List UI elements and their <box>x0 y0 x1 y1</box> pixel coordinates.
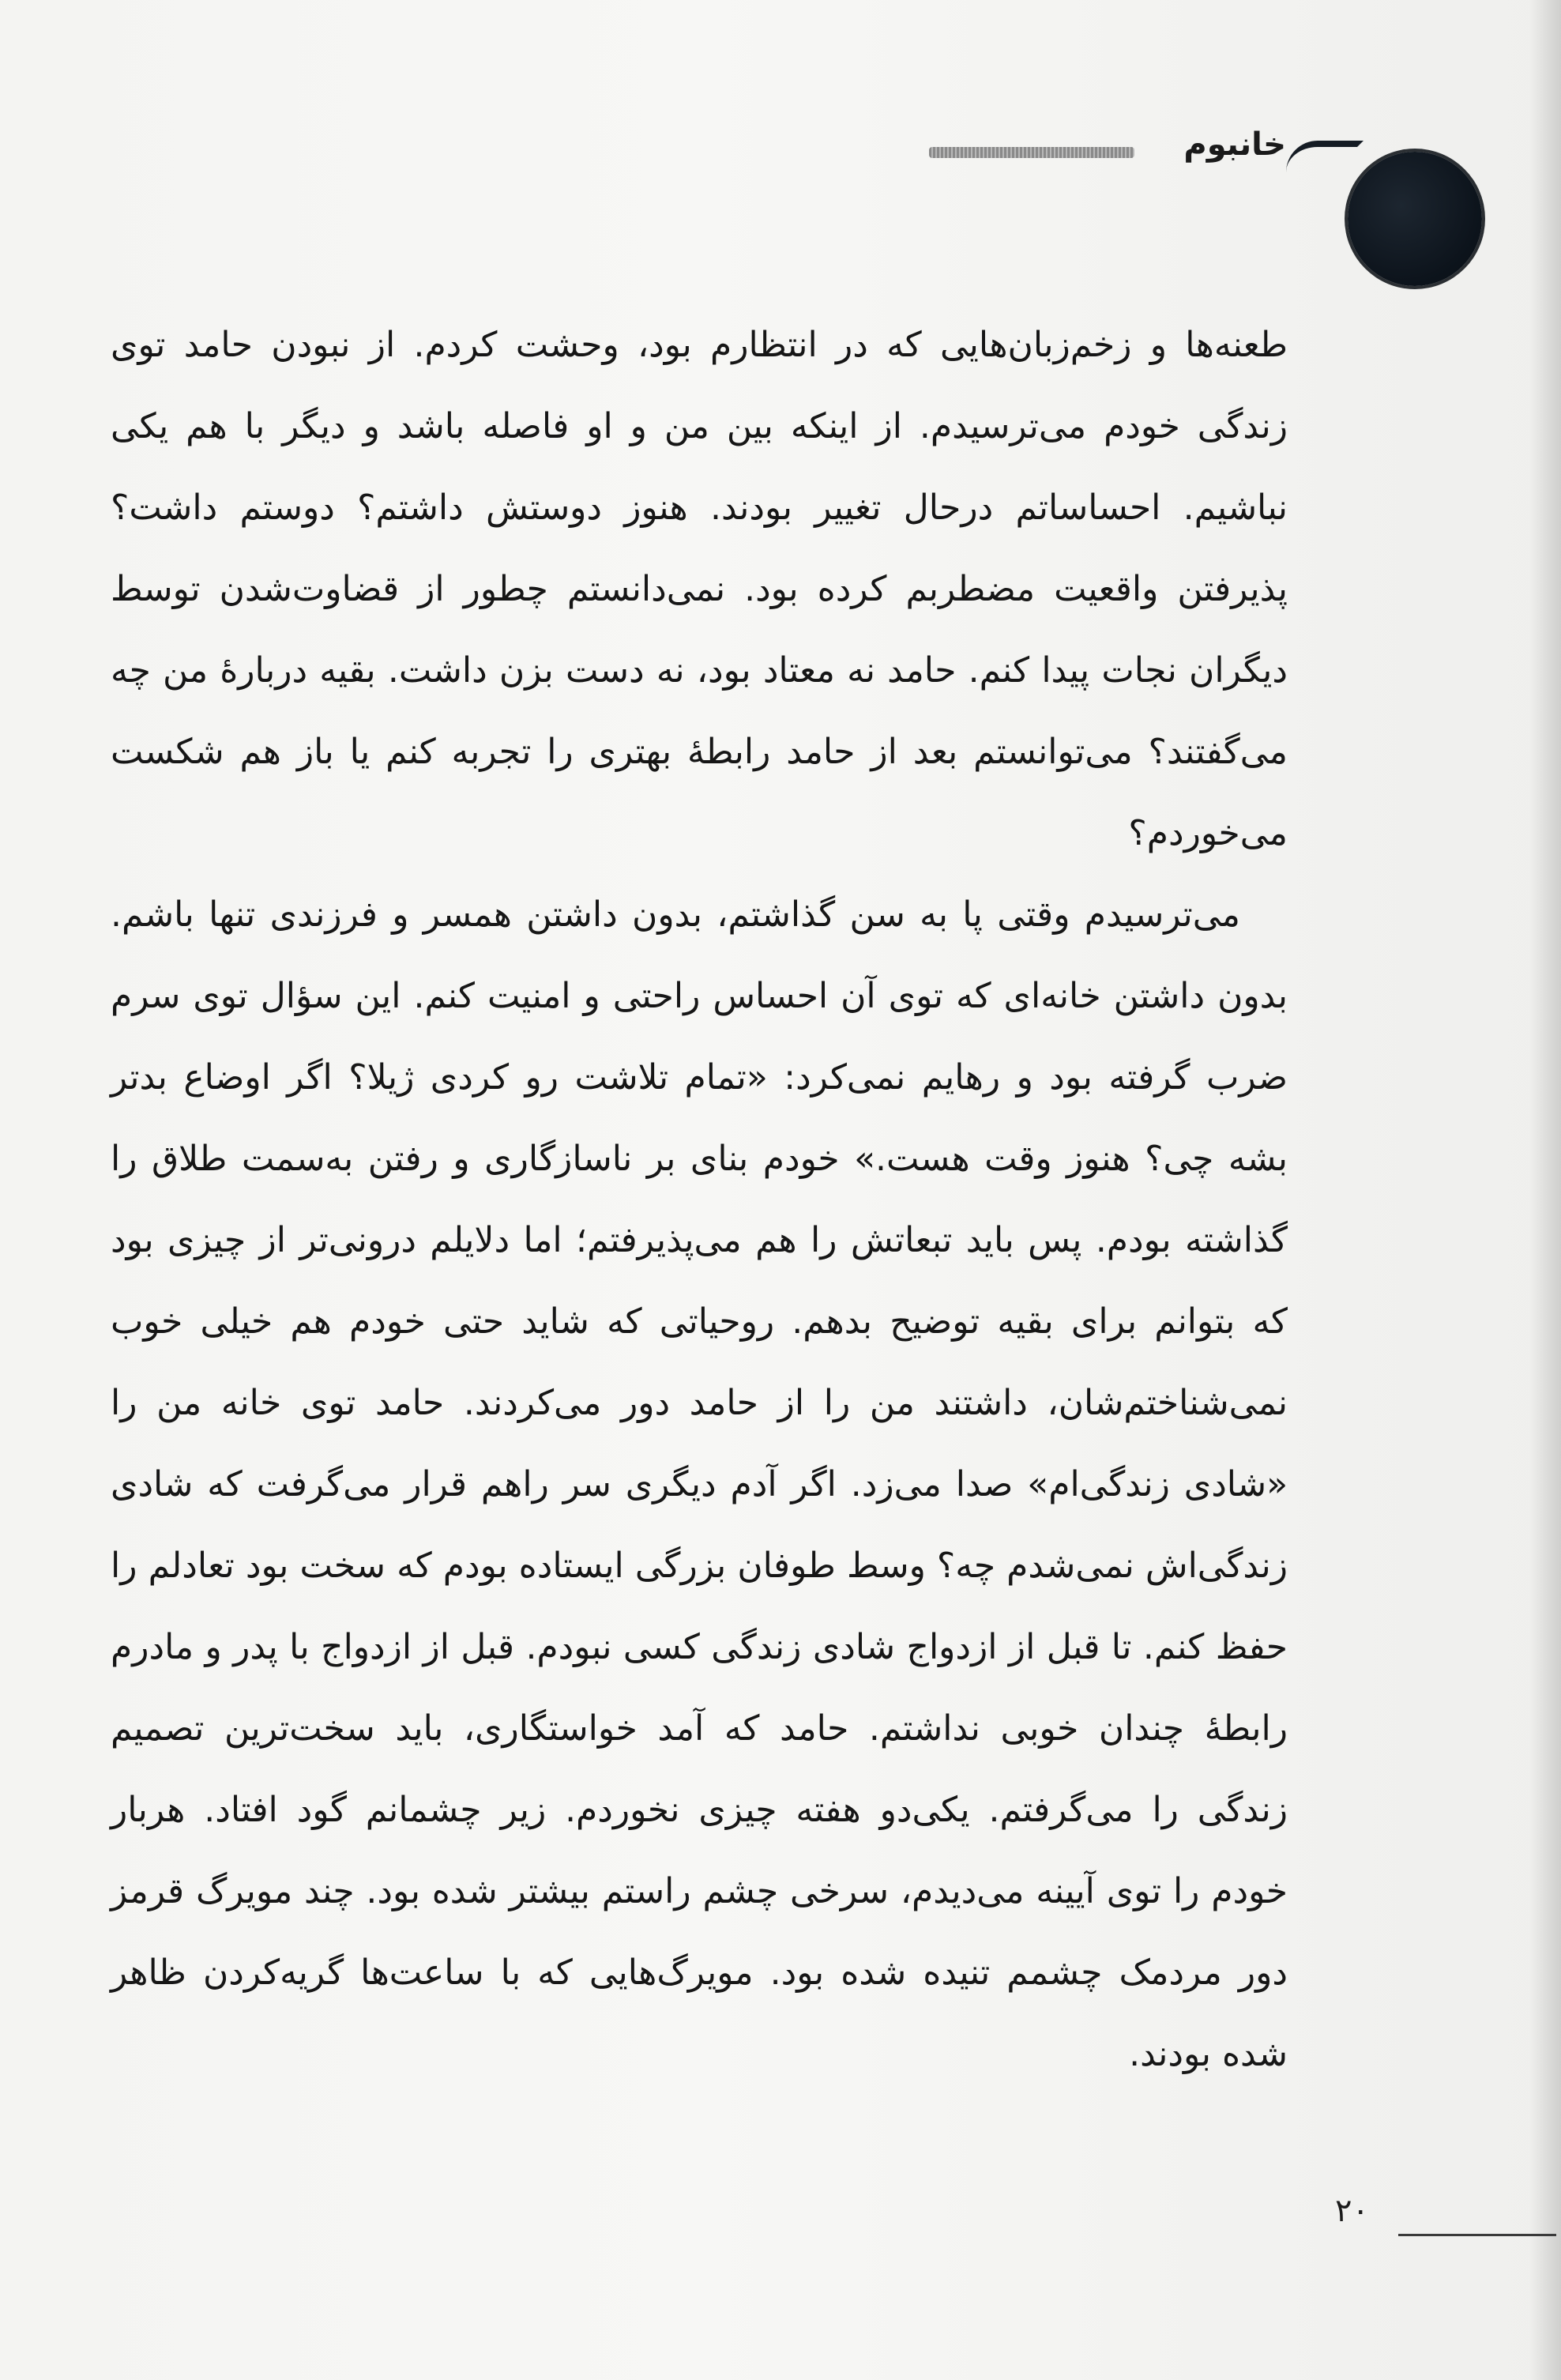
page-number: ۲۰ <box>1335 2193 1369 2229</box>
running-header <box>771 119 1482 292</box>
paragraph-2: می‌ترسیدم وقتی پا به سن گذاشتم، بدون داشتن همسر و فرزندی تنها باشم. بدون داشتن خانه‌ای که توی آن احساس راحتی و امنیت کنم. این سؤال توی سرم ضرب گرفته بود و رهایم نمی‌کرد: «تمام تلاشت رو کردی ژیلا؟ اگر اوضاع بدتر بشه چی؟ هنوز وقت هست.» خودم بنای بر ناسازگاری و رفتن به‌سمت طلاق را گذاشته بودم. پس باید تبعاتش را هم می‌پذیرفتم؛ اما دلایلم درونی‌تر از چیزی بود که بتوانم برای بقیه توضیح بدهم. روحیاتی که شاید حتی خودم هم خیلی خوب نمی‌شناختم‌شان، داشتند من را از حامد دور می‌کردند. حامد توی خانه من را «شادی زندگی‌ام» صدا می‌زد. اگر آدم دیگری سر راهم قرار می‌گرفت که شادی زندگی‌اش نمی‌شدم چه؟ وسط طوفان بزرگی ایستاده بودم که سخت بود تعادلم را حفظ کنم. تا قبل از ازدواج شادی زندگی کسی نبودم. قبل از ازدواج با پدر و مادرم رابطهٔ چندان خوبی نداشتم. حامد که آمد خواستگاری، باید سخت‌ترین تصمیم زندگی را می‌گرفتم. یکی‌دو هفته چیزی نخوردم. زیر چشمانم گود افتاد. هربار خودم را توی آیینه می‌دیدم، سرخی چشم راستم بیشتر شده بود. چند مویرگ قرمز دور مردمک چشمم تنیده شده بود. مویرگ‌هایی که با ساعت‌ها گریه‌کردن ظاهر شده بودند. <box>111 894 1288 2074</box>
header-title: خانبوم <box>1183 126 1286 163</box>
page-footer <box>1335 2193 1561 2240</box>
page-edge-shadow <box>1529 0 1561 2380</box>
footer-rule <box>1398 2234 1556 2236</box>
header-circle-ornament <box>1348 152 1482 286</box>
body-text <box>111 304 1288 2095</box>
paragraph-1: طعنه‌ها و زخم‌زبان‌هایی که در انتظارم بود، وحشت کردم. از نبودن حامد توی زندگی خودم می‌ترسیدم. از اینکه بین من و او فاصله باشد و دیگر با هم یکی نباشیم. احساساتم درحال تغییر بودند. هنوز دوستش داشتم؟ دوستم داشت؟ پذیرفتن واقعیت مضطربم کرده بود. نمی‌دانستم چطور از قضاوت‌شدن توسط دیگران نجات پیدا کنم. حامد نه معتاد بود، نه دست بزن داشت. بقیه دربارهٔ من چه می‌گفتند؟ می‌توانستم بعد از حامد رابطهٔ بهتری را تجربه کنم یا باز هم شکست می‌خوردم؟ <box>111 325 1288 853</box>
header-decorative-bar <box>929 147 1134 158</box>
